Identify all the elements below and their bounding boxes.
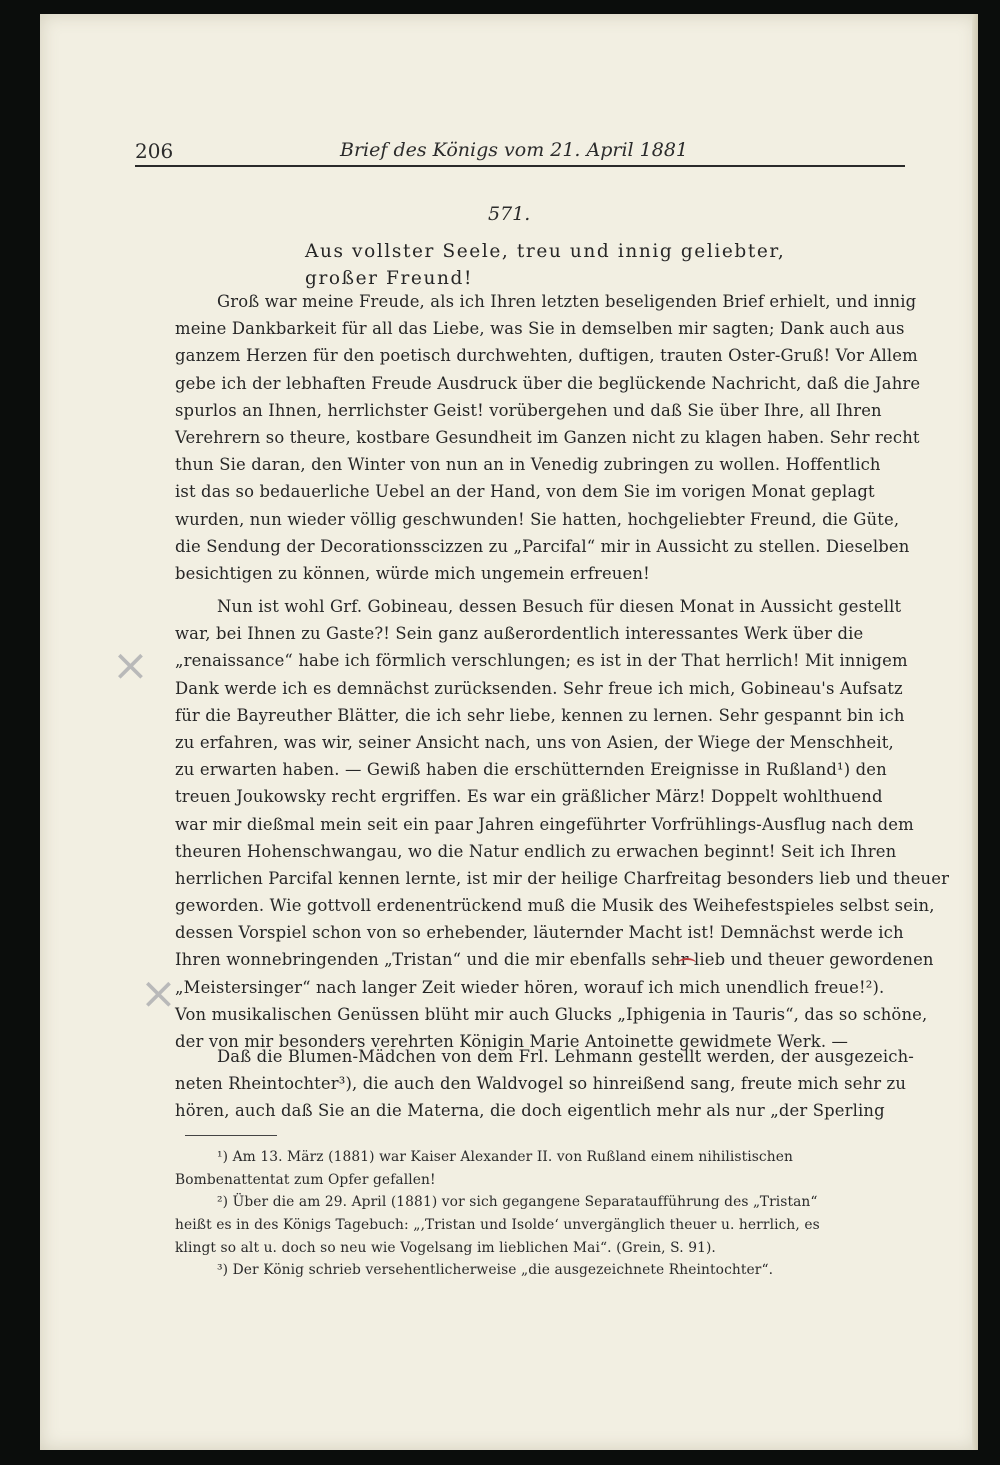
footnotes <box>175 1146 905 1282</box>
text-line: thun Sie daran, den Winter von nun an in Venedig zubringen zu wollen. Hoffentlich <box>175 455 881 475</box>
text-line: Ihren wonnebringenden „Tristan“ und die mir ebenfalls sehr lieb und theuer gewordenen <box>175 950 934 970</box>
letter-number: 571. <box>488 203 531 225</box>
salutation-line-1: Aus vollster Seele, treu und innig geliebter, <box>305 241 786 262</box>
text-line: war, bei Ihnen zu Gaste?! Sein ganz außerordentlich interessantes Werk über die <box>175 624 864 644</box>
text-line: „renaissance“ habe ich förmlich verschlungen; es ist in der That herrlich! Mit innigem <box>175 651 908 671</box>
text-line: zu erfahren, was wir, seiner Ansicht nach, uns von Asien, der Wiege der Menschheit, <box>175 732 894 752</box>
salutation-line-2: großer Freund! <box>305 268 473 289</box>
text-line: geworden. Wie gottvoll erdenentrückend muß die Musik des Weihefestspieles selbst sein, <box>175 896 935 916</box>
text-line: Groß war meine Freude, als ich Ihren letzten beseligenden Brief erhielt, und innig <box>217 292 917 311</box>
footnote-1-continued: Bombenattentat zum Opfer gefallen! <box>175 1171 436 1188</box>
text-line: ganzem Herzen für den poetisch durchwehten, duftigen, trauten Oster-Gruß! Vor Allem <box>175 346 918 366</box>
text-line: gebe ich der lebhaften Freude Ausdruck über die beglückende Nachricht, daß die Jahre <box>175 373 921 393</box>
text-line: meine Dankbarkeit für all das Liebe, was Sie in demselben mir sagten; Dank auch aus <box>175 319 905 339</box>
paragraph-2 <box>175 593 950 1055</box>
text-line: treuen Joukowsky recht ergriffen. Es war ein gräßlicher März! Doppelt wohlthuend <box>175 787 883 807</box>
text-line: Dank werde ich es demnächst zurücksenden. Sehr freue ich mich, Gobineau's Aufsatz <box>175 678 903 698</box>
footnote-2-continued: heißt es in des Königs Tagebuch: „‚Tristan und Isolde‘ unvergänglich theuer u. herrlich, es <box>175 1217 820 1234</box>
pencil-cross-mark-icon: × <box>140 968 177 1019</box>
paragraph-3 <box>175 1043 914 1125</box>
text-line: besichtigen zu können, würde mich ungemein erfreuen! <box>175 563 650 583</box>
text-line: Nun ist wohl Grf. Gobineau, dessen Besuch für diesen Monat in Aussicht gestellt <box>217 597 902 616</box>
text-line: „Meistersinger“ nach langer Zeit wieder hören, worauf ich mich unendlich freue!²). <box>175 977 885 997</box>
footnote-2-continued: klingt so alt u. doch so neu wie Vogelsang im lieblichen Mai“. (Grein, S. 91). <box>175 1239 716 1256</box>
text-line: neten Rheintochter³), die auch den Waldvogel so hinreißend sang, freute mich sehr zu <box>175 1074 907 1094</box>
page-header <box>135 139 905 167</box>
running-title: Brief des Königs vom 21. April 1881 <box>340 139 689 161</box>
footnote-separator <box>185 1135 277 1136</box>
text-line: theuren Hohenschwangau, wo die Natur endlich zu erwachen beginnt! Seit ich Ihren <box>175 841 897 861</box>
text-line: die Sendung der Decorationsscizzen zu „Parcifal“ mir in Aussicht zu stellen. Dieselben <box>175 536 910 556</box>
text-line: der von mir besonders verehrten Königin Marie Antoinette gewidmete Werk. — <box>175 1032 849 1051</box>
text-line: zu erwarten haben. — Gewiß haben die erschütternden Ereignisse in Rußland¹) den <box>175 760 887 780</box>
paragraph-1 <box>175 288 921 587</box>
text-line: hören, auch daß Sie an die Materna, die doch eigentlich mehr als nur „der Sperling <box>175 1101 885 1121</box>
text-line: ist das so bedauerliche Uebel an der Hand, von dem Sie im vorigen Monat geplagt <box>175 482 875 502</box>
text-line: für die Bayreuther Blätter, die ich sehr liebe, kennen zu lernen. Sehr gespannt bin ich <box>175 705 905 725</box>
footnote-1: ¹) Am 13. März (1881) war Kaiser Alexander II. von Rußland einem nihilistischen <box>217 1149 793 1165</box>
text-line: herrlichen Parcifal kennen lernte, ist mir der heilige Charfreitag besonders lieb und theuer <box>175 868 950 888</box>
page-number: 206 <box>135 139 174 163</box>
text-line: war mir dießmal mein seit ein paar Jahren eingeführter Vorfrühlings-Ausflug nach dem <box>175 814 914 834</box>
text-line: Daß die Blumen-Mädchen von dem Frl. Lehmann gestellt werden, der ausgezeich- <box>217 1047 914 1066</box>
text-line: spurlos an Ihnen, herrlichster Geist! vorübergehen und daß Sie über Ihre, all Ihren <box>175 400 882 420</box>
text-line: wurden, nun wieder völlig geschwunden! Sie hatten, hochgeliebter Freund, die Güte, <box>175 509 900 529</box>
text-line: dessen Vorspiel schon von so erhebender, läuternder Macht ist! Demnächst werde ich <box>175 923 904 943</box>
text-line: Verehrern so theure, kostbare Gesundheit im Ganzen nicht zu klagen haben. Sehr recht <box>175 427 920 447</box>
footnote-2: ²) Über die am 29. April (1881) vor sich gegangene Separataufführung des „Tristan“ <box>217 1194 818 1211</box>
pencil-cross-mark-icon: × <box>112 640 149 691</box>
text-line: Von musikalischen Genüssen blüht mir auch Glucks „Iphigenia in Tauris“, das so schöne, <box>175 1004 928 1024</box>
footnote-3: ³) Der König schrieb versehentlicherweise „die ausgezeichnete Rheintochter“. <box>217 1262 774 1279</box>
red-pencil-mark-icon <box>678 958 696 968</box>
